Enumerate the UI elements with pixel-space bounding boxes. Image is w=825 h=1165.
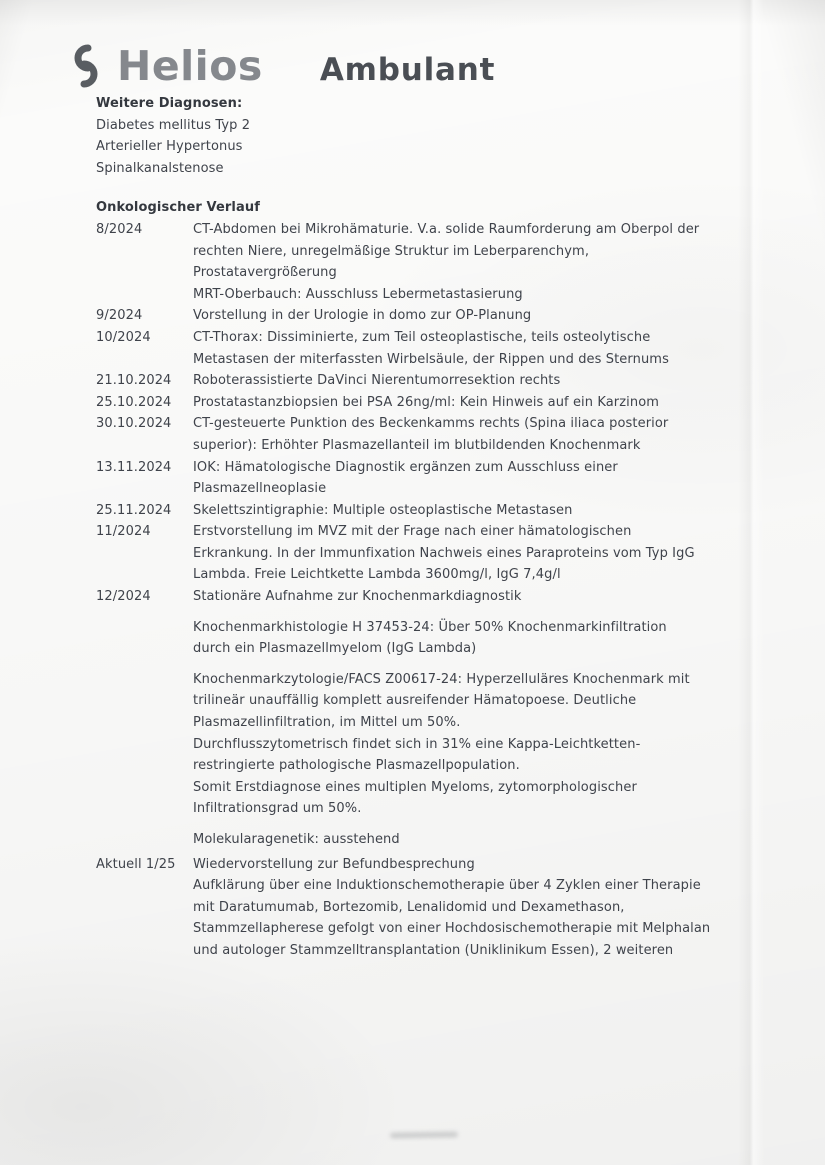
entry-text-line: superior): Erhöhter Plasmazellanteil im blutbildenden Knochenmark <box>193 437 641 453</box>
entry-text-line: mit Daratumumab, Bortezomib, Lenalidomid und Dexamethason, <box>193 899 625 915</box>
entry-text <box>193 854 756 962</box>
timeline-entry <box>96 327 756 370</box>
timeline-entry <box>96 219 756 305</box>
entry-text-line: Prostatavergrößerung <box>193 265 337 281</box>
entry-text <box>193 829 756 851</box>
paper-crease-top <box>0 0 825 26</box>
entry-text-line: Molekularagenetik: ausstehend <box>193 832 400 847</box>
oncology-section <box>96 197 756 961</box>
entry-text-line: Aufklärung über eine Induktionschemotherapie über 4 Zyklen einer Therapie <box>193 878 701 894</box>
entry-text-line: Stammzellapherese gefolgt von einer Hochdosischemotherapie mit Melphalan <box>193 921 711 937</box>
oncology-timeline <box>96 219 756 962</box>
entry-text <box>193 521 756 586</box>
timeline-entry <box>96 370 756 392</box>
document-type-title: Ambulant <box>319 52 496 88</box>
entry-date: 12/2024 <box>96 589 151 605</box>
document-header <box>64 40 495 92</box>
entry-text-line: Wiedervorstellung zur Befundbesprechung <box>193 856 475 872</box>
entry-text-line: IOK: Hämatologische Diagnostik ergänzen zum Ausschluss einer <box>193 459 618 475</box>
entry-date: 30.10.2024 <box>96 416 172 432</box>
diagnoses-list <box>96 115 756 180</box>
diagnoses-section <box>96 93 756 179</box>
diagnoses-heading: Weitere Diagnosen: <box>96 96 243 111</box>
entry-text-line: trilineär unauffällig komplett ausreifender Hämatopoese. Deutliche <box>193 693 637 709</box>
entry-text <box>193 219 756 305</box>
diagnosis-item: Diabetes mellitus Typ 2 <box>96 117 251 133</box>
entry-date: 9/2024 <box>96 308 143 324</box>
entry-text-line: CT-gesteuerte Punktion des Beckenkamms rechts (Spina iliaca posterior <box>193 416 669 432</box>
entry-text-line: rechten Niere, unregelmäßige Struktur im Leberparenchym, <box>193 243 590 259</box>
diagnosis-item: Spinalkanalstenose <box>96 160 224 176</box>
entry-text <box>193 586 756 608</box>
brand-wordmark: Helios <box>117 42 263 90</box>
entry-text <box>193 413 756 456</box>
entry-text-line: und autologer Stammzelltransplantation (Uniklinikum Essen), 2 weiteren <box>193 942 674 958</box>
entry-date: 13.11.2024 <box>96 459 172 475</box>
timeline-entry <box>96 392 756 414</box>
timeline-entry <box>96 854 756 962</box>
entry-date: 8/2024 <box>96 221 143 237</box>
entry-text-line: Skelettszintigraphie: Multiple osteoplastische Metastasen <box>193 502 573 518</box>
entry-text-line: Knochenmarkhistologie H 37453-24: Über 50% Knochenmarkinfiltration <box>193 619 667 635</box>
diagnosis-item: Arterieller Hypertonus <box>96 139 243 155</box>
timeline-entry <box>96 669 756 820</box>
entry-text-line: Metastasen der miterfassten Wirbelsäule, der Rippen und des Sternums <box>193 351 669 367</box>
entry-text-line: Durchflusszytometrisch findet sich in 31% eine Kappa-Leichtketten- <box>193 736 641 752</box>
entry-text-line: Vorstellung in der Urologie in domo zur OP-Planung <box>193 308 532 324</box>
entry-text-line: Knochenmarkzytologie/FACS Z00617-24: Hyperzelluläres Knochenmark mit <box>193 671 690 687</box>
timeline-entry <box>96 586 756 608</box>
entry-text-line: Erstvorstellung im MVZ mit der Frage nach einer hämatologischen <box>193 524 632 540</box>
entry-text <box>193 305 756 327</box>
entry-date: 10/2024 <box>96 329 151 345</box>
entry-date: 21.10.2024 <box>96 373 172 389</box>
entry-text <box>193 327 756 370</box>
oncology-heading: Onkologischer Verlauf <box>96 200 260 216</box>
entry-text-line: durch ein Plasmazellmyelom (IgG Lambda) <box>193 641 477 657</box>
entry-text <box>193 392 756 414</box>
entry-text-line: Prostatastanzbiopsien bei PSA 26ng/ml: Kein Hinweis auf ein Karzinom <box>193 394 660 410</box>
entry-text-line: Erkrankung. In der Immunfixation Nachweis eines Paraproteins vom Typ IgG <box>193 545 695 561</box>
timeline-entry <box>96 521 756 586</box>
entry-text <box>193 500 756 522</box>
timeline-entry <box>96 500 756 522</box>
timeline-entry <box>96 457 756 500</box>
entry-text-line: CT-Abdomen bei Mikrohämaturie. V.a. solide Raumforderung am Oberpol der <box>193 221 700 237</box>
timeline-entry <box>96 829 756 851</box>
timeline-entry <box>96 305 756 327</box>
entry-text-line: CT-Thorax: Dissiminierte, zum Teil osteoplastische, teils osteolytische <box>193 329 651 345</box>
entry-text <box>193 617 756 660</box>
entry-date: 25.11.2024 <box>96 502 172 518</box>
entry-text-line: Infiltrationsgrad um 50%. <box>193 801 362 817</box>
entry-text <box>193 669 756 820</box>
entry-text-line: MRT-Oberbauch: Ausschluss Lebermetastasierung <box>193 286 523 302</box>
entry-text-line: Plasmazellneoplasie <box>193 481 327 497</box>
timeline-entry <box>96 413 756 456</box>
scan-smudge-artifact <box>390 1131 458 1138</box>
entry-text-line: Somit Erstdiagnose eines multiplen Myeloms, zytomorphologischer <box>193 779 637 795</box>
entry-date: 11/2024 <box>96 524 151 540</box>
entry-date: Aktuell 1/25 <box>96 856 176 872</box>
entry-text-line: Roboterassistierte DaVinci Nierentumorresektion rechts <box>193 373 561 389</box>
document-body <box>96 93 756 962</box>
timeline-entry <box>96 617 756 660</box>
entry-date: 25.10.2024 <box>96 394 172 410</box>
entry-text-line: Plasmazellinfiltration, im Mittel um 50%. <box>193 715 461 731</box>
entry-text-line: Stationäre Aufnahme zur Knochenmarkdiagnostik <box>193 589 522 605</box>
entry-text <box>193 370 756 392</box>
helios-logo-icon <box>64 40 108 92</box>
entry-text-line: Lambda. Freie Leichtkette Lambda 3600mg/l, IgG 7,4g/l <box>193 567 561 583</box>
entry-text <box>193 457 756 500</box>
entry-text-line: restringierte pathologische Plasmazellpopulation. <box>193 758 520 774</box>
